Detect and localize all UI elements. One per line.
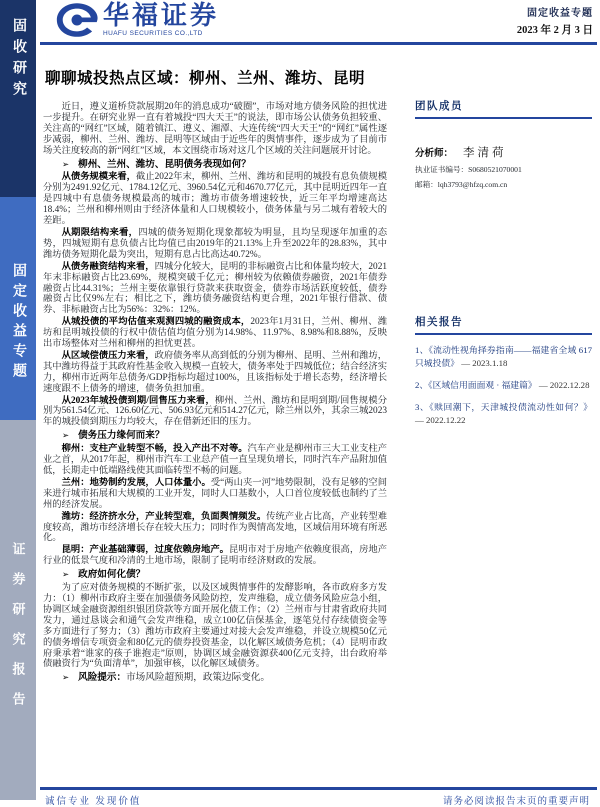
arrow-icon: ➢ [62,431,70,442]
related-reports-heading: 相关报告 [415,317,463,328]
paragraph-liuzhou: 柳州：支柱产业转型不畅，投入产出不对等。汽车产业是柳州市三大工业支柱产业之首，从2017年起，柳州市汽车工业总产值一直呈现负增长，同时汽车产品附加值低，长期走中低端路线使其面临转型不畅的问题。 [43,444,388,476]
sidebar-label-topic: 固定收益专题 [11,263,26,383]
paragraph-valuation: 从城投债的平均估值来观测四城的融资成本，2023年1月31日，兰州、柳州、潍坊和昆明城投债的行权中债估值均值分别为14.98%、11.97%、8.98%和8.88%，反映出市场整体对兰州和柳州的担忧更甚。 [43,317,387,350]
paragraph-kunming: 昆明：产业基础薄弱，过度依赖房地产。昆明市对于房地产依赖度很高，房地产行业的低景气度和冷清的土地市场，限制了昆明市经济财政的发展。 [43,545,388,567]
intro-paragraph: 近日，遵义道桥贷款展期20年的消息成功“破圈”，市场对地方债务风险的担忧进一步提升。在研究业界一直有着城投“四大天王”的说法，即市场公认债务负担较重、关注高的“网红”区域，随着镇江、遵义、湘潭、大连传统“四大天王”的“网红”属性逐步减弱，柳州、兰州、潍坊、昆明等区域由于近些年的舆情事件，逐步成为了目前市场关注度较高的新“网红”区域，本文围绕市场对这几个区域的关注问题展开讨论。 [43,102,387,156]
analyst-cert-row [415,164,592,175]
analyst-label: 分析师： [415,149,454,159]
report-body [43,102,387,686]
paragraph-lanzhou: 兰州：地势制约发展，人口体量小。受“两山夹一河”地势限制，没有足够的空间来进行城市拓展和大规模的工业开发，同时人口基数小，人口首位度较低也制约了兰州的经济发展。 [43,477,387,510]
sidebar-label-report: 证券研究报告 [10,542,26,722]
header-meta [517,4,593,37]
analyst-row [415,144,592,160]
email-label: 邮箱： [415,180,438,189]
related-report-item: 3、《赎回潮下，天津城投债流动性如何？》 — 2022.12.22 [415,402,592,425]
section-heading-pressure-origin: ➢ 债务压力缘何而来？ [62,430,165,442]
cert-number: S0680521070001 [468,165,522,174]
paragraph-financing-structure: 从债务融资结构来看，四城分化较大，昆明的非标融资占比和体量均较大，2021年末非标融资占比23.69%，规模突破千亿元；柳州较为依赖债券融资，2021年债券融资占比44.31%；兰州主要依靠银行贷款来获取资金，债券市场活跃度较低，债券融资占比仅9%左右；相比之下，潍坊债务融资结构更合理，2021年银行借款、债券、非标融资占比为56%：32%：12%。 [43,261,388,316]
page-title: 聊聊城投热点区域：柳州、兰州、潍坊、昆明 [45,70,366,87]
paragraph-gov-measures: 为了应对债务规模的不断扩张，以及区域舆情事件的发酵影响，各市政府多方发力：（1）柳州市政府主要在加强债务风险防控，发声维稳，成立债务风险应急小组，协调区域金融资源组织银团贷款等方面开展化债工作；（2）兰州市与甘肃省政府共同发力，通过恳谈会和通气会发声维稳，成立100亿信保基金，逐笔兑付存续债资金等多方面进行了努力；（3）潍坊市政府主要通过对接大会发声维稳，并设立规模50亿元的债务增信专项资金和80亿元的债券投资基金，以化解区域债务危机；（4）昆明市政府秉承着“谁家的孩子谁抱走”原则，协调区域金融资源获400亿元支持，出台政府举债融资行为“负面清单”，加强审核，以化解区域债务。 [43,583,387,670]
risk-warning: ➢ 风险提示：市场风险超预期，政策边际变化。 [62,672,270,684]
left-sidebar [0,0,36,800]
related-report-item: 1、《流动性视角择券指南——福建省全域 617 只城投债》 — 2023.1.18 [415,345,592,368]
email-value: lqh3793@hfzq.com.cn [437,180,508,189]
team-heading: 团队成员 [415,101,463,112]
paragraph-debt-scale: 从债务规模来看，截止2022年末，柳州、兰州、潍坊和昆明的城投有息负债规模分别为2491.92亿元、1784.12亿元、3960.54亿元和4670.77亿元，其中昆明近四年一直是四城中有息债务规模最高的城市；潍坊市债务增速较快，近三年平均增速高达18.4%；兰州和柳州则由于经济体量和人口规模较小，债务体量与另二城有着较大的差距。 [43,172,388,227]
cert-label: 执业证书编号： [415,165,469,174]
report-date: 2023 年 2 月 3 日 [516,25,593,36]
footer-disclaimer: 请务必阅读报告末页的重要声明 [442,797,590,807]
arrow-icon: ➢ [62,673,70,684]
sidebar-section-top [0,0,36,197]
huafu-logo-icon [56,2,98,38]
sidebar-section-middle [0,197,36,420]
brand [56,2,219,38]
paragraph-weifang: 潍坊：经济挤水分，产业转型难，负面舆情频发。传统产业占比高，产业转型难度较高，潍坊市经济增长存在较大压力；同时作为舆情高发地，区域信用环境有所恶化。 [43,511,388,544]
section-heading-gov-resolution: ➢ 政府如何化债？ [62,569,146,581]
analyst-name: 李清荷 [463,147,507,159]
footer-slogan: 诚信专业 发现价值 [45,797,142,807]
team-divider [415,117,592,119]
related-reports-divider [415,333,592,335]
sidebar-section-bottom [0,420,36,800]
paragraph-repayment-pressure: 从区域偿债压力来看，政府债务率从高到低的分别为柳州、昆明、兰州和潍坊，其中潍坊得益于其政府性基金收入规模一直较大，债务率处于四城低位；结合经济实力，柳州市近两年总债务/GDP指标均超过100%，且该指标处于增长态势，经济增长速度跟不上债务的增速，债务负担加重。 [43,350,388,394]
arrow-icon: ➢ [62,159,70,170]
section-heading-debt-performance: ➢ 柳州、兰州、潍坊、昆明债务表现如何？ [62,158,251,170]
brand-text [103,2,219,37]
related-report-item: 2、《区域信用面面观 · 福建篇》 — 2022.12.28 [415,380,590,390]
footer-divider [40,787,597,790]
header-divider [40,42,597,45]
brand-name-cn: 华福证券 [103,1,220,30]
team-panel [415,98,592,190]
related-reports-panel [415,314,592,427]
paragraph-term-structure: 从期限结构来看，四城的债务短期化现象都较为明显，且均呈现逐年加重的态势，四城短期有息负债占比均值已由2019年的21.13%上升至2022年的28.83%，其中潍坊债务短期化最为突出，短期有息占比高达40.72%。 [43,227,387,260]
report-type: 固定收益专题 [527,8,593,19]
brand-name-en: HUAFU SECURITIES CO.,LTD [103,30,203,37]
arrow-icon: ➢ [62,570,70,581]
paragraph-maturity-pressure: 从2023年城投债到期/回售压力来看，柳州、兰州、潍坊和昆明到期/回售规模分别为561.54亿元、126.60亿元、506.93亿元和514.27亿元，除兰州以外，其余三城2023年的城投债到期压力均较大，存在借新还旧的压力。 [43,395,387,428]
analyst-email-row [415,179,592,190]
sidebar-label-research: 固收研究 [11,18,26,102]
